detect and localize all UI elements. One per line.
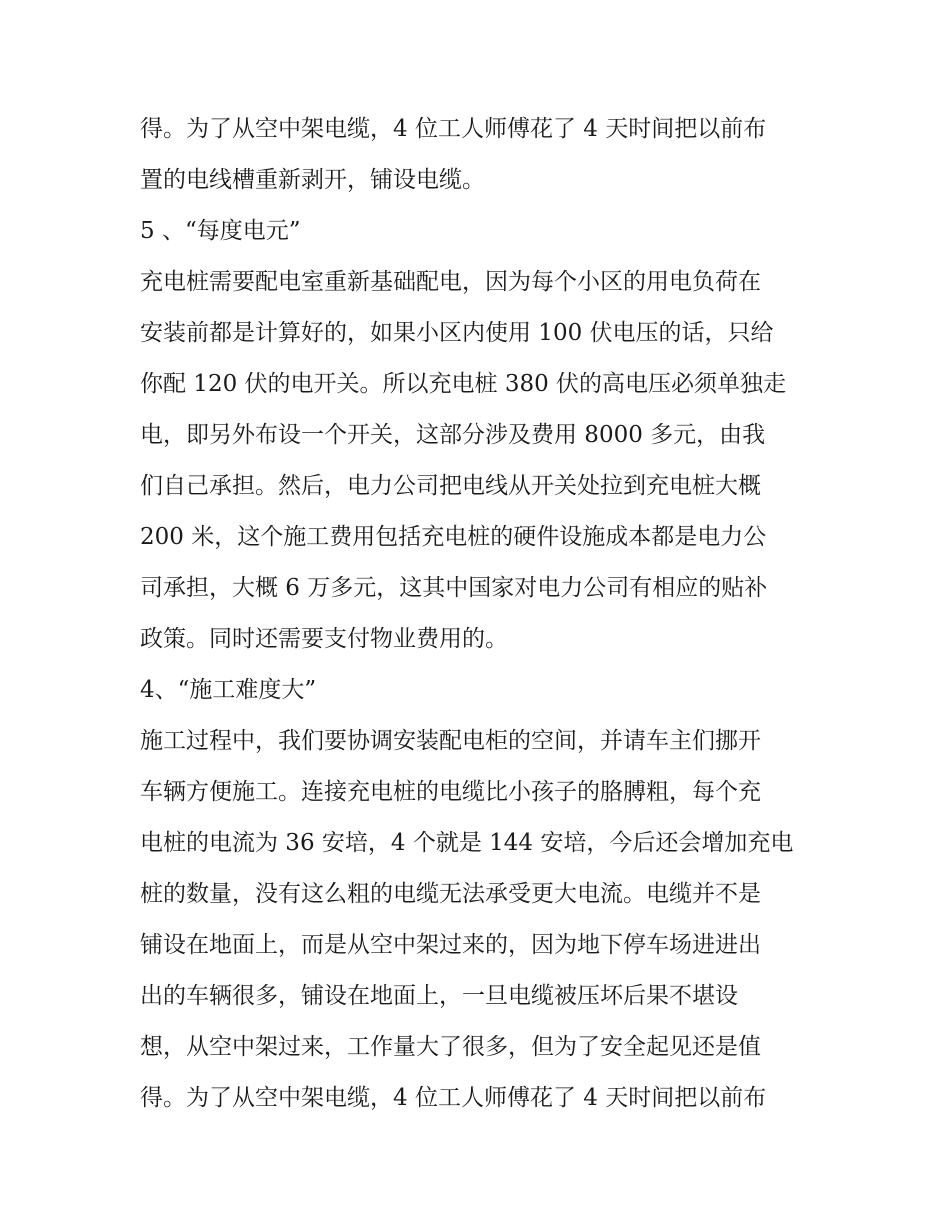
text-line: 出的车辆很多，铺设在地面上，一旦电缆被压坏后果不堪设 — [140, 983, 738, 1009]
text-line: 电桩的电流为 36 安培，4 个就是 144 安培，今后还会增加充电 — [140, 830, 794, 856]
text-line: 施工过程中，我们要协调安装配电柜的空间，并请车主们挪开 — [140, 728, 761, 754]
text-line: 司承担，大概 6 万多元，这其中国家对电力公司有相应的贴补 — [140, 575, 768, 601]
text-line: 政策。同时还需要支付物业费用的。 — [140, 626, 508, 652]
text-line: 车辆方便施工。连接充电桩的电缆比小孩子的胳膊粗，每个充 — [140, 779, 761, 805]
text-line: 安装前都是计算好的，如果小区内使用 100 伏电压的话，只给 — [140, 320, 774, 346]
text-line: 得。为了从空中架电缆，4 位工人师傅花了 4 天时间把以前布 — [140, 116, 767, 142]
section-heading: 4、“施工难度大” — [140, 677, 317, 703]
text-line: 桩的数量，没有这么粗的电缆无法承受更大电流。电缆并不是 — [140, 881, 761, 907]
text-line: 铺设在地面上，而是从空中架过来的，因为地下停车场进进出 — [140, 932, 761, 958]
text-line: 电，即另外布设一个开关，这部分涉及费用 8000 多元，由我 — [140, 422, 766, 448]
text-line: 200 米，这个施工费用包括充电桩的硬件设施成本都是电力公 — [140, 524, 767, 550]
text-line: 得。为了从空中架电缆，4 位工人师傅花了 4 天时间把以前布 — [140, 1085, 767, 1111]
text-line: 置的电线槽重新剥开，铺设电缆。 — [140, 167, 485, 193]
text-line: 想，从空中架过来，工作量大了很多，但为了安全起见还是值 — [140, 1034, 761, 1060]
document-body — [140, 104, 820, 1124]
section-heading: 5 、“每度电元” — [140, 218, 301, 244]
text-line: 们自己承担。然后，电力公司把电线从开关处拉到充电桩大概 — [140, 473, 761, 499]
text-line: 充电桩需要配电室重新基础配电，因为每个小区的用电负荷在 — [140, 269, 761, 295]
text-line: 你配 120 伏的电开关。所以充电桩 380 伏的高电压必须单独走 — [140, 371, 787, 397]
